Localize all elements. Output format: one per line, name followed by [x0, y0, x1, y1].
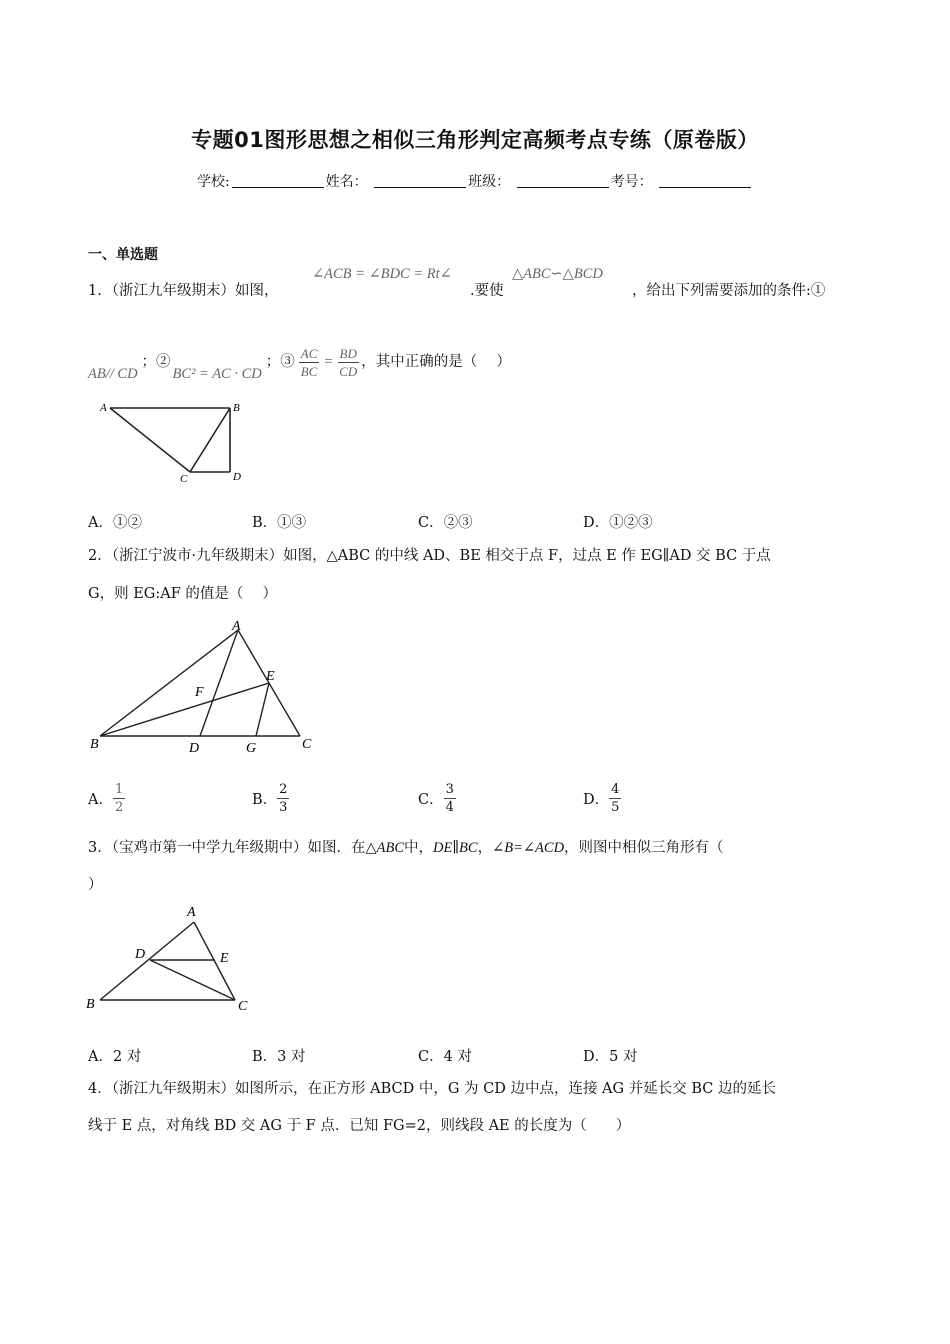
- q1-text-d: ，其中正确的是（ ）: [361, 354, 511, 370]
- page-title: 专题01图形思想之相似三角形判定高频考点专练（原卷版）: [191, 128, 759, 152]
- q2-label-d: D: [189, 741, 200, 756]
- q1-label-b: B: [233, 402, 240, 414]
- q2-option-a[interactable]: [88, 776, 125, 820]
- q2-figure: [86, 614, 322, 756]
- option-label: A．: [88, 1049, 113, 1065]
- q3-angle-equality: ∠B=∠ACD: [492, 840, 565, 856]
- q1-square-formula: BC² = AC · CD: [172, 365, 262, 382]
- q1-segment-bc: [190, 408, 230, 472]
- name-label: 姓名：: [325, 174, 368, 190]
- exam-no-label: 考号：: [610, 174, 653, 190]
- q2-source: （浙江宁波市·九年级期末）: [111, 548, 284, 564]
- option-label: D．: [583, 515, 610, 531]
- option-value: 2 对: [112, 1049, 142, 1065]
- fraction-numerator: 4: [611, 781, 620, 797]
- q3-label-c: C: [238, 999, 248, 1014]
- q2-label-c: C: [302, 737, 312, 752]
- option-value: 5 对: [609, 1049, 638, 1065]
- option-value: 3 对: [277, 1049, 306, 1065]
- q3-option-a[interactable]: [88, 1045, 141, 1066]
- option-value: ①②③: [609, 515, 653, 531]
- q2-label-f: F: [195, 685, 204, 700]
- option-label: C．: [418, 791, 444, 808]
- q2-segment-be: [100, 683, 269, 736]
- q2-label-g: G: [246, 741, 257, 756]
- q1-label-c: C: [180, 473, 188, 485]
- q2-label-a: A: [232, 619, 241, 634]
- q2-segment-eg: [256, 683, 269, 736]
- q3-figure: [82, 900, 262, 1016]
- fraction-denominator: 2: [114, 799, 124, 815]
- option-label: D．: [583, 1049, 610, 1065]
- q1-parallel-formula: AB// CD: [88, 365, 138, 382]
- school-label: 学校:: [196, 174, 230, 190]
- q1-frac-ac: AC: [300, 345, 318, 361]
- option-label: D．: [583, 791, 610, 808]
- q1-sep-1: ；②: [141, 354, 171, 370]
- q1-source: （浙江九年级期末）: [111, 283, 235, 299]
- q1-text: 如图，: [234, 283, 279, 299]
- q1-option-b[interactable]: [252, 511, 306, 532]
- q3-segment-ba: [100, 922, 194, 1000]
- q3-label-a: A: [187, 905, 196, 920]
- q2-option-b[interactable]: [252, 776, 289, 820]
- option-label: B．: [252, 1049, 278, 1065]
- fraction-denominator: 3: [279, 799, 288, 815]
- q1-frac-bc: BC: [300, 363, 318, 379]
- question-1-line-1: [88, 281, 278, 301]
- question-1-line-2: [88, 340, 511, 384]
- q3-option-b[interactable]: [252, 1045, 306, 1066]
- q2-segment-ad: [200, 630, 238, 736]
- question-4-line-2: 线于 E 点，对角线 BD 交 AG 于 F 点．已知 FG=2，则线段 AE 的长度为（ ）: [88, 1118, 631, 1134]
- q2-label-e: E: [266, 669, 275, 684]
- option-fraction: [277, 781, 289, 816]
- fraction-numerator: 3: [445, 781, 454, 797]
- q3-text-c: ，: [477, 840, 493, 856]
- q3-label-e: E: [220, 951, 229, 966]
- option-fraction: [444, 781, 456, 816]
- q1-option-a[interactable]: [88, 511, 142, 532]
- q4-number: 4．: [88, 1081, 112, 1097]
- option-value: 4 对: [443, 1049, 472, 1065]
- q3-label-d: D: [135, 947, 146, 962]
- q2-option-c[interactable]: [418, 776, 456, 820]
- q1-text-c: ，给出下列需要添加的条件:①: [632, 283, 826, 299]
- q3-triangle: △ABC: [365, 840, 405, 856]
- q3-figure-lines: [100, 922, 235, 1000]
- option-label: B．: [252, 515, 278, 531]
- option-value: ②③: [443, 515, 473, 531]
- q2-number: 2．: [88, 548, 112, 564]
- q1-frac-cd: CD: [339, 363, 358, 379]
- q1-segment-ac: [110, 408, 190, 472]
- q1-equals: =: [323, 353, 334, 370]
- fraction-denominator: 5: [611, 799, 620, 815]
- section-heading: 一、单选题: [88, 247, 158, 263]
- q4-source: （浙江九年级期末）: [111, 1081, 235, 1097]
- q3-source: （宝鸡市第一中学九年级期中）: [111, 840, 308, 856]
- q1-number: 1．: [88, 283, 112, 299]
- exam-no-blank[interactable]: [659, 173, 751, 188]
- fraction-denominator: 4: [445, 799, 454, 815]
- option-label: C．: [418, 515, 444, 531]
- option-label: C．: [418, 1049, 444, 1065]
- q3-option-c[interactable]: [418, 1045, 472, 1066]
- q1-similar-formula: △ABC∽△BCD: [512, 266, 603, 282]
- question-3-line-1: [88, 838, 724, 858]
- q1-text-b: .要使: [470, 283, 504, 299]
- option-label: A．: [88, 791, 113, 808]
- q3-option-d[interactable]: [583, 1045, 637, 1066]
- option-label: A．: [88, 515, 113, 531]
- q1-sep-2: ；③: [265, 354, 295, 370]
- option-value: ①③: [277, 515, 307, 531]
- question-3-line-2: ）: [88, 877, 103, 893]
- q1-fraction-ac-bc: [299, 345, 320, 380]
- q2-option-d[interactable]: [583, 776, 621, 820]
- q1-fraction-bd-cd: [337, 345, 359, 380]
- q3-segment-ac: [194, 922, 235, 1000]
- option-fraction: [113, 781, 125, 816]
- q3-text-d: ，则图中相似三角形有（: [564, 840, 724, 856]
- q3-segment-dc: [150, 960, 235, 1000]
- q3-text-a: 如图．在: [307, 840, 366, 856]
- q1-figure: [88, 396, 258, 488]
- option-value: ①②: [112, 515, 142, 531]
- q1-option-d[interactable]: [583, 511, 653, 532]
- option-fraction: [609, 781, 621, 816]
- q3-label-b: B: [86, 997, 95, 1012]
- school-blank[interactable]: [232, 173, 324, 188]
- q2-label-b: B: [90, 737, 99, 752]
- option-label: B．: [252, 791, 278, 808]
- q1-label-a: A: [100, 402, 107, 414]
- q1-label-d: D: [233, 471, 241, 483]
- student-info-line: [0, 171, 950, 191]
- q1-angle-formula: ∠ACB = ∠BDC = Rt∠: [312, 266, 452, 282]
- question-4-line-1: [88, 1079, 776, 1099]
- name-blank[interactable]: [374, 173, 466, 188]
- q1-figure-lines: [110, 408, 230, 472]
- q3-text-b: 中，: [404, 840, 434, 856]
- q4-text: 如图所示，在正方形 ABCD 中，G 为 CD 边中点，连接 AG 并延长交 BC 边的延长: [234, 1081, 776, 1097]
- q1-option-c[interactable]: [418, 511, 473, 532]
- q2-segment-ba: [100, 630, 238, 736]
- fraction-numerator: 1: [114, 781, 124, 797]
- q3-parallel: DE∥BC: [433, 840, 478, 856]
- q1-frac-bd: BD: [339, 345, 357, 361]
- class-label: 班级：: [468, 174, 511, 190]
- q3-number: 3．: [88, 840, 112, 856]
- question-2-line-1: [88, 546, 771, 566]
- fraction-numerator: 2: [279, 781, 288, 797]
- q2-text: 如图，△ABC 的中线 AD、BE 相交于点 F，过点 E 作 EG∥AD 交 BC 于点: [283, 548, 771, 564]
- class-blank[interactable]: [517, 173, 609, 188]
- question-2-line-2: G，则 EG:AF 的值是（ ）: [88, 586, 277, 602]
